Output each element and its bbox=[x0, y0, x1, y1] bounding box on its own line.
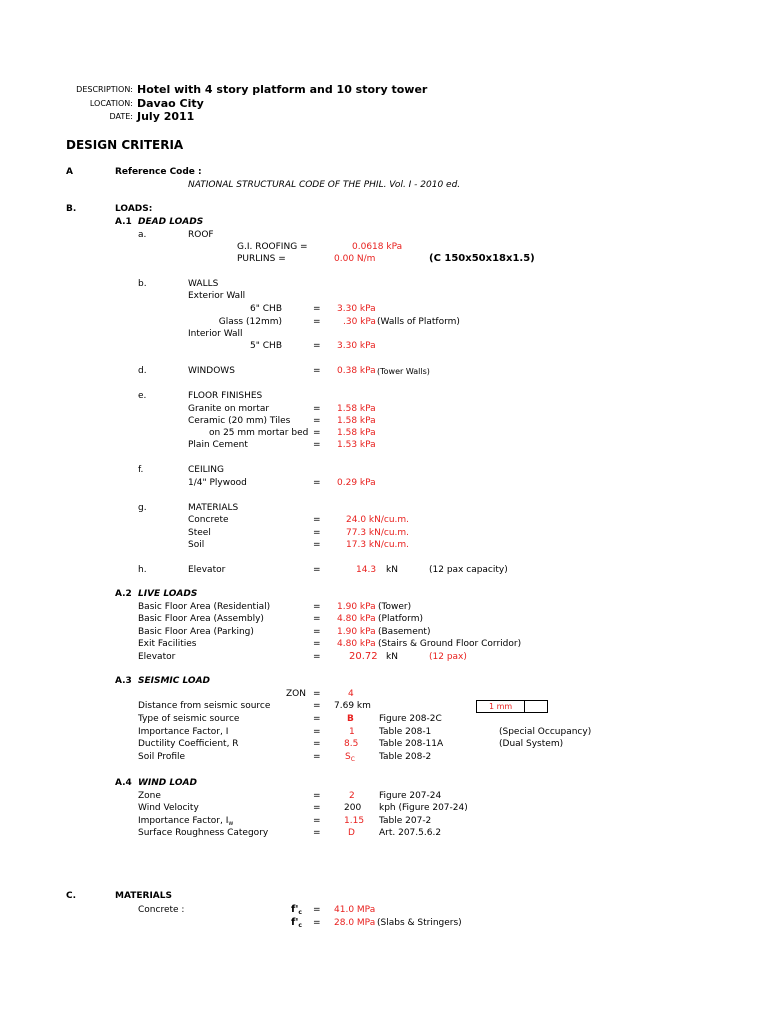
finish-item-value: 1.58 kPa bbox=[337, 428, 376, 438]
ductility-note: (Dual System) bbox=[499, 739, 564, 749]
distance-equals: = bbox=[313, 701, 321, 711]
fc2-note: (Slabs & Stringers) bbox=[377, 918, 462, 928]
ductility-equals: = bbox=[313, 739, 321, 749]
zone-equals: = bbox=[313, 689, 321, 699]
gi-roofing-value: 0.0618 kPa bbox=[352, 242, 403, 252]
finishes-label: FLOOR FINISHES bbox=[188, 391, 263, 401]
material-item-label: Concrete bbox=[188, 515, 229, 525]
finish-item-label: on 25 mm mortar bed bbox=[209, 428, 309, 438]
wind-importance-label bbox=[138, 817, 233, 827]
live-item-note: (Tower) bbox=[378, 602, 412, 612]
live-item-equals: = bbox=[313, 639, 321, 649]
elevator-equals: = bbox=[313, 565, 321, 575]
materials-heading: MATERIALS bbox=[115, 891, 172, 901]
chb6-equals: = bbox=[313, 304, 321, 314]
live-item-label: Basic Floor Area (Residential) bbox=[138, 602, 271, 612]
windows-note: (Tower Walls) bbox=[377, 367, 430, 376]
chb5-label: 5" CHB bbox=[250, 341, 282, 351]
date-label: DATE: bbox=[109, 112, 133, 121]
finish-item-label: Plain Cement bbox=[188, 440, 248, 450]
fc2-value: 28.0 MPa bbox=[334, 918, 376, 928]
ductility-value: 8.5 bbox=[344, 739, 359, 749]
finish-item-value: 1.53 kPa bbox=[337, 440, 376, 450]
source-type-label: Type of seismic source bbox=[138, 714, 240, 724]
finish-item-equals: = bbox=[313, 440, 321, 450]
distance-label: Distance from seismic source bbox=[138, 701, 271, 711]
fc1-symbol-text: f' bbox=[291, 904, 299, 915]
soil-profile-value bbox=[345, 753, 355, 763]
plywood-label: 1/4" Plywood bbox=[188, 478, 247, 488]
section-b-letter: B. bbox=[66, 204, 77, 214]
section-c-letter: C. bbox=[66, 891, 77, 901]
material-item-value: 17.3 kN/cu.m. bbox=[346, 540, 410, 550]
elevator-letter: h. bbox=[138, 565, 147, 575]
soil-profile-label: Soil Profile bbox=[138, 752, 186, 762]
input-box-divider bbox=[524, 701, 525, 712]
soil-profile-subscript: C bbox=[350, 756, 355, 763]
ductility-ref: Table 208-11A bbox=[379, 739, 444, 749]
loads-heading: LOADS: bbox=[115, 204, 153, 214]
live-loads-title: LIVE LOADS bbox=[138, 589, 198, 599]
fc1-value: 41.0 MPa bbox=[334, 905, 376, 915]
wind-zone-equals: = bbox=[313, 791, 321, 801]
finish-item-value: 1.58 kPa bbox=[337, 416, 376, 426]
soil-profile-letter: S bbox=[345, 752, 351, 762]
glass-note: (Walls of Platform) bbox=[377, 317, 460, 327]
page-title: DESIGN CRITERIA bbox=[66, 138, 184, 152]
importance-value: 1 bbox=[349, 727, 355, 737]
elevator-label: Elevator bbox=[188, 565, 226, 575]
importance-label: Importance Factor, I bbox=[138, 727, 229, 737]
importance-ref: Table 208-1 bbox=[379, 727, 432, 737]
distance-value: 7.69 km bbox=[334, 701, 371, 711]
walls-label: WALLS bbox=[188, 279, 219, 289]
zone-value: 4 bbox=[348, 689, 354, 699]
a3-number: A.3 bbox=[115, 676, 132, 686]
windows-letter: d. bbox=[138, 366, 147, 376]
a4-number: A.4 bbox=[115, 778, 132, 788]
finish-item-equals: = bbox=[313, 428, 321, 438]
date-value: July 2011 bbox=[137, 110, 195, 123]
fc2-symbol bbox=[291, 918, 302, 929]
finish-item-equals: = bbox=[313, 416, 321, 426]
live-item-value: 1.90 kPa bbox=[337, 602, 376, 612]
material-item-equals: = bbox=[313, 515, 321, 525]
glass-equals: = bbox=[313, 317, 321, 327]
source-type-value: B bbox=[347, 714, 354, 724]
fc2-subscript: c bbox=[298, 922, 302, 929]
materials-label: MATERIALS bbox=[188, 503, 239, 513]
live-item-equals: = bbox=[313, 602, 321, 612]
gi-roofing-label: G.I. ROOFING = bbox=[237, 242, 308, 252]
roof-label: ROOF bbox=[188, 230, 214, 240]
live-item-value: 4.80 kPa bbox=[337, 639, 376, 649]
roughness-equals: = bbox=[313, 828, 321, 838]
live-elevator-label: Elevator bbox=[138, 652, 176, 662]
live-elevator-unit: kN bbox=[386, 652, 398, 662]
finishes-letter: e. bbox=[138, 391, 147, 401]
plywood-equals: = bbox=[313, 478, 321, 488]
fc1-symbol bbox=[291, 905, 302, 916]
live-item-label: Exit Facilities bbox=[138, 639, 197, 649]
roughness-label: Surface Roughness Category bbox=[138, 828, 269, 838]
wind-velocity-ref: kph (Figure 207-24) bbox=[379, 803, 468, 813]
roughness-value: D bbox=[348, 828, 355, 838]
wind-load-title: WIND LOAD bbox=[138, 778, 197, 788]
live-item-value: 4.80 kPa bbox=[337, 614, 376, 624]
material-item-label: Steel bbox=[188, 528, 211, 538]
interior-wall-label: Interior Wall bbox=[188, 329, 243, 339]
material-item-label: Soil bbox=[188, 540, 205, 550]
windows-equals: = bbox=[313, 366, 321, 376]
input-box bbox=[476, 700, 548, 713]
live-item-equals: = bbox=[313, 614, 321, 624]
chb6-value: 3.30 kPa bbox=[337, 304, 376, 314]
dead-loads-title: DEAD LOADS bbox=[138, 217, 204, 227]
chb6-label: 6" CHB bbox=[250, 304, 282, 314]
wind-velocity-label: Wind Velocity bbox=[138, 803, 199, 813]
wind-importance-subscript: w bbox=[228, 820, 234, 827]
location-label: LOCATION: bbox=[89, 99, 133, 108]
a1-number: A.1 bbox=[115, 217, 132, 227]
materials-letter: g. bbox=[138, 503, 147, 513]
reference-code-heading: Reference Code : bbox=[115, 167, 202, 177]
material-item-equals: = bbox=[313, 528, 321, 538]
reference-code-text: NATIONAL STRUCTURAL CODE OF THE PHIL. Vol. I - 2010 ed. bbox=[188, 180, 461, 190]
material-item-equals: = bbox=[313, 540, 321, 550]
elevator-note: (12 pax capacity) bbox=[429, 565, 508, 575]
fc2-equals: = bbox=[313, 918, 321, 928]
roof-letter: a. bbox=[138, 230, 147, 240]
chb5-equals: = bbox=[313, 341, 321, 351]
glass-value: .30 kPa bbox=[343, 317, 376, 327]
wind-zone-value: 2 bbox=[349, 791, 355, 801]
elevator-unit: kN bbox=[386, 565, 398, 575]
ceiling-label: CEILING bbox=[188, 465, 224, 475]
chb5-value: 3.30 kPa bbox=[337, 341, 376, 351]
plywood-value: 0.29 kPa bbox=[337, 478, 376, 488]
walls-letter: b. bbox=[138, 279, 147, 289]
ceiling-letter: f. bbox=[138, 465, 144, 475]
finish-item-label: Ceramic (20 mm) Tiles bbox=[188, 416, 291, 426]
live-elevator-value: 20.72 bbox=[349, 651, 378, 662]
live-item-equals: = bbox=[313, 627, 321, 637]
material-item-value: 77.3 kN/cu.m. bbox=[346, 528, 410, 538]
live-item-label: Basic Floor Area (Parking) bbox=[138, 627, 254, 637]
material-item-value: 24.0 kN/cu.m. bbox=[346, 515, 410, 525]
source-type-equals: = bbox=[313, 714, 321, 724]
exterior-wall-label: Exterior Wall bbox=[188, 291, 246, 301]
live-elevator-note: (12 pax) bbox=[429, 652, 467, 662]
zone-label: ZON bbox=[286, 689, 306, 699]
live-item-note: (Stairs & Ground Floor Corridor) bbox=[378, 639, 522, 649]
input-box-value: 1 mm bbox=[489, 702, 513, 711]
live-item-note: (Basement) bbox=[378, 627, 431, 637]
wind-importance-equals: = bbox=[313, 816, 321, 826]
a2-number: A.2 bbox=[115, 589, 132, 599]
description-value: Hotel with 4 story platform and 10 story tower bbox=[137, 83, 428, 96]
live-item-label: Basic Floor Area (Assembly) bbox=[138, 614, 264, 624]
wind-zone-ref: Figure 207-24 bbox=[379, 791, 442, 801]
source-type-ref: Figure 208-2C bbox=[379, 714, 442, 724]
importance-equals: = bbox=[313, 727, 321, 737]
ductility-label: Ductility Coefficient, R bbox=[138, 739, 239, 749]
purlins-label: PURLINS = bbox=[237, 254, 286, 264]
live-item-note: (Platform) bbox=[378, 614, 423, 624]
section-a-letter: A bbox=[66, 167, 73, 177]
wind-velocity-equals: = bbox=[313, 803, 321, 813]
description-label: DESCRIPTION: bbox=[76, 85, 133, 94]
finish-item-label: Granite on mortar bbox=[188, 404, 270, 414]
wind-velocity-value: 200 bbox=[344, 803, 362, 813]
roughness-ref: Art. 207.5.6.2 bbox=[379, 828, 442, 838]
location-value: Davao City bbox=[137, 97, 204, 110]
fc2-symbol-text: f' bbox=[291, 917, 299, 928]
wind-importance-ref: Table 207-2 bbox=[379, 816, 432, 826]
purlins-note: (C 150x50x18x1.5) bbox=[429, 253, 535, 264]
finish-item-equals: = bbox=[313, 404, 321, 414]
wind-zone-label: Zone bbox=[138, 791, 161, 801]
soil-profile-equals: = bbox=[313, 752, 321, 762]
live-elevator-equals: = bbox=[313, 652, 321, 662]
wind-importance-text: Importance Factor, I bbox=[138, 816, 229, 826]
windows-value: 0.38 kPa bbox=[337, 366, 376, 376]
glass-label: Glass (12mm) bbox=[218, 317, 282, 327]
finish-item-value: 1.58 kPa bbox=[337, 404, 376, 414]
fc1-equals: = bbox=[313, 905, 321, 915]
concrete-label: Concrete : bbox=[138, 905, 185, 915]
live-item-value: 1.90 kPa bbox=[337, 627, 376, 637]
wind-importance-value: 1.15 bbox=[344, 816, 365, 826]
windows-label: WINDOWS bbox=[188, 366, 235, 376]
purlins-value: 0.00 N/m bbox=[334, 254, 376, 264]
importance-note: (Special Occupancy) bbox=[499, 727, 592, 737]
soil-profile-ref: Table 208-2 bbox=[379, 752, 432, 762]
fc1-subscript: c bbox=[298, 909, 302, 916]
seismic-load-title: SEISMIC LOAD bbox=[138, 676, 211, 686]
elevator-value: 14.3 bbox=[356, 565, 377, 575]
